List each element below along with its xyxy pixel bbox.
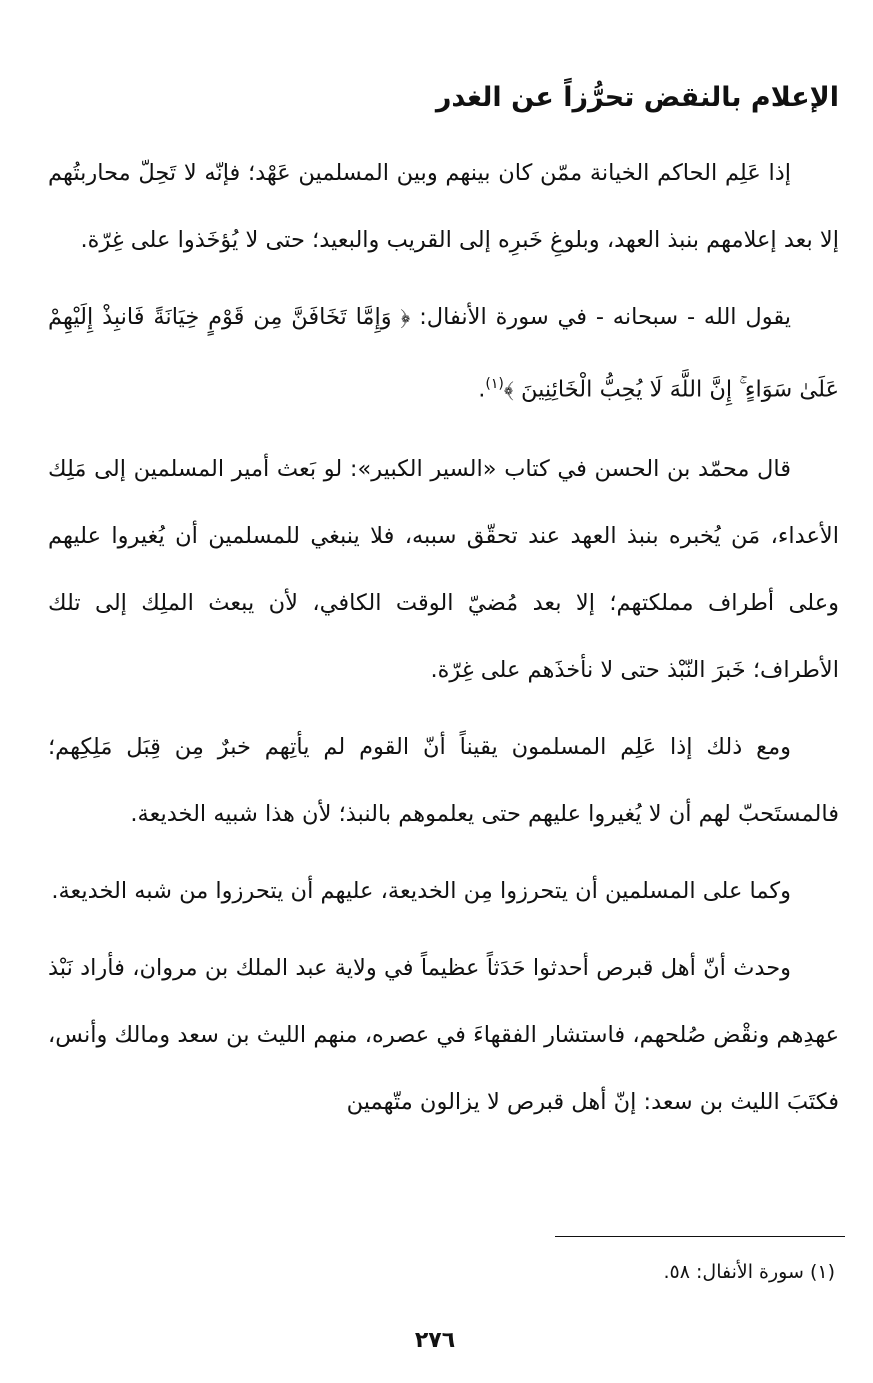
quran-verse-text: يقول الله - سبحانه - في سورة الأنفال: ﴿ وَإِمَّا تَخَافَنَّ مِن قَوْمٍ خِيَانَةً فَانبِذْ إِلَيْهِمْ عَلَىٰ سَوَاءٍ ۚ إِنَّ اللَّهَ لَا يُحِبُّ الْخَائِنِينَ ﴾ [48, 304, 839, 403]
paragraph-2-quran-verse [48, 284, 839, 424]
paragraph-1: إذا عَلِم الحاكم الخيانة ممّن كان بينهم وبين المسلمين عَهْد؛ فإنّه لا تَحِلّ محاربتُهم إلا بعد إعلامهم بنبذ العهد، وبلوغِ خَبرِه إلى القريب والبعيد؛ حتى لا يُؤخَذوا على غِرّة. [48, 160, 839, 253]
paragraph-5: وكما على المسلمين أن يتحرزوا مِن الخديعة، عليهم أن يتحرزوا من شبه الخديعة. [51, 877, 791, 904]
paragraph-4: ومع ذلك إذا عَلِم المسلمون يقيناً أنّ القوم لم يأتِهم خبرٌ مِن قِبَل مَلِكِهم؛ فالمستَحبّ لهم أن لا يُغيروا عليهم حتى يعلموهم بالنبذ؛ لأن هذا شبيه الخديعة. [48, 733, 839, 827]
paragraph-3: قال محمّد بن الحسن في كتاب «السير الكبير»: لو بَعث أمير المسلمين إلى مَلِك الأعداء، مَن يُخبره بنبذ العهد عند تحقّق سببه، فلا ينبغي للمسلمين أن يُغيروا عليهم وعلى أطراف مملكتهم؛ إلا بعد مُضيّ الوقت الكافي، لأن يبعث الملِك إلى تلك الأطراف؛ خَبرَ النّبْذ حتى لا نأخذَهم على غِرّة. [48, 455, 839, 683]
footnote: (١) سورة الأنفال: ٥٨. [663, 1261, 835, 1283]
paragraph-6: وحدث أنّ أهل قبرص أحدثوا حَدَثاً عظيماً في ولاية عبد الملك بن مروان، فأراد نَبْذ عهدِهم ونقْض صُلحهم، فاستشار الفقهاءَ في عصره، منهم الليث بن سعد ومالك وأنس، فكتَبَ الليث بن سعد: إنّ أهل قبرص لا يزالون متّهمين [48, 954, 839, 1115]
body-text [48, 140, 839, 1146]
quran-verse-end: . [478, 376, 486, 403]
section-heading: الإعلام بالنقض تحرُّزاً عن الغدر [435, 82, 839, 113]
footnote-marker: (١) [485, 376, 504, 392]
footnote-separator [555, 1236, 845, 1237]
page-number: ٢٧٦ [414, 1328, 456, 1353]
